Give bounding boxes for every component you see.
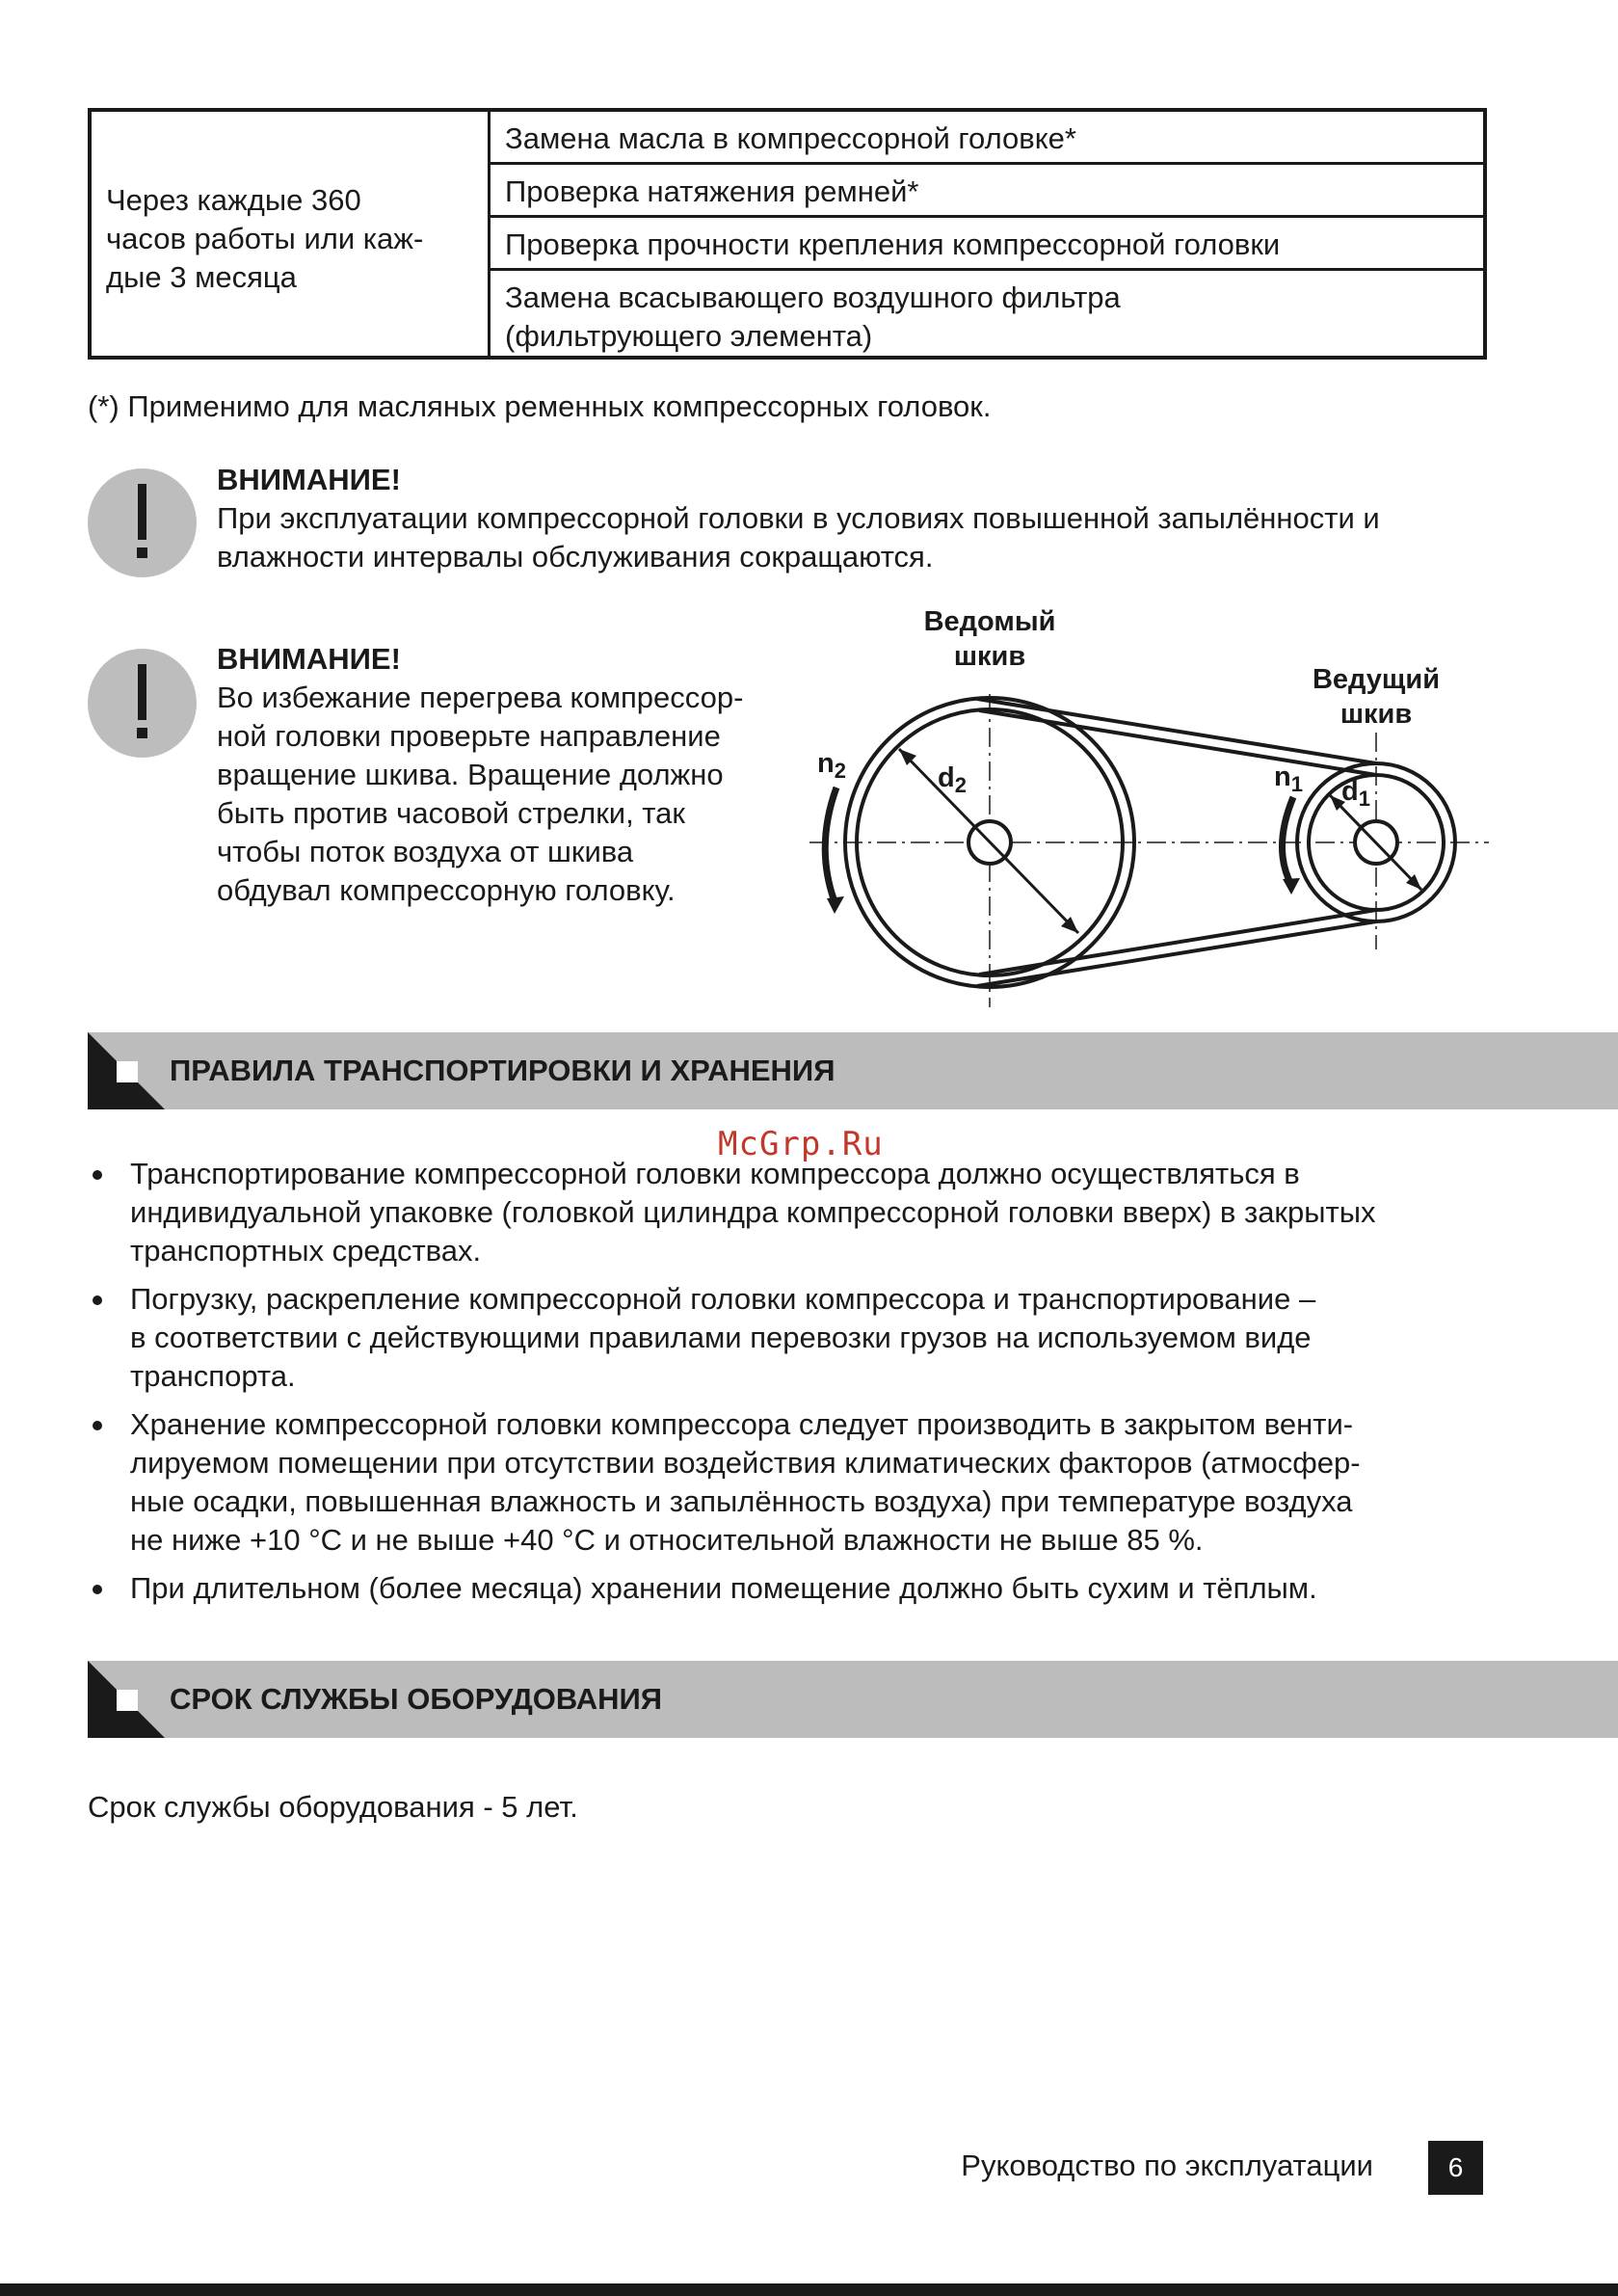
list-item-line: транспортных средствах.: [130, 1234, 482, 1268]
warning-block: [217, 640, 795, 910]
section-title: СРОК СЛУЖБЫ ОБОРУДОВАНИЯ: [170, 1682, 663, 1716]
interval-line: дые 3 месяца: [106, 260, 297, 294]
list-item: [88, 1405, 1504, 1560]
arrowhead: [827, 896, 844, 914]
maintenance-table: [88, 108, 1487, 360]
n1-label: $n_1$: [1274, 761, 1303, 796]
list-item-line: не ниже +10 °С и не выше +40 °С и относительной влажности не выше 85 %.: [130, 1523, 1204, 1557]
warning-title: ВНИМАНИЕ!: [217, 642, 401, 676]
list-item-line: ные осадки, повышенная влажность и запылённость воздуха) при температуре воздуха: [130, 1484, 1353, 1518]
warning-line: При эксплуатации компрессорной головки в условиях повышенной запылённости и: [217, 501, 1380, 535]
interval-line: Через каждые 360: [106, 183, 361, 217]
interval-cell: [92, 112, 491, 356]
exclamation-icon: [88, 649, 197, 758]
page-number: 6: [1428, 2141, 1483, 2195]
list-item-line: Хранение компрессорной головки компрессора следует производить в закрытом венти-: [130, 1407, 1354, 1441]
task-text: Проверка натяжения ремней*: [505, 174, 919, 208]
list-item-line: в соответствии с действующими правилами перевозки грузов на используемом виде: [130, 1321, 1312, 1354]
list-item-line: индивидуальной упаковке (головкой цилиндра компрессорной головки вверх) в закрытых: [130, 1195, 1376, 1229]
belt-drive-diagram: [790, 588, 1523, 1012]
exclamation-icon: [88, 468, 197, 577]
task-row: [491, 112, 1483, 165]
driven-pulley-label: шкив: [953, 641, 1026, 672]
list-item-line: Транспортирование компрессорной головки компрессора должно осуществляться в: [130, 1157, 1300, 1190]
service-life-text: Срок службы оборудования - 5 лет.: [88, 1790, 578, 1824]
arrowhead: [1283, 878, 1300, 894]
list-item: [88, 1155, 1504, 1270]
rotation-arrow-n1: [1282, 797, 1293, 885]
page-bottom-rule: [0, 2283, 1618, 2296]
section-header-service-life: [88, 1661, 1618, 1738]
list-item-line: транспорта.: [130, 1359, 296, 1393]
rotation-arrow-n2: [825, 788, 836, 904]
list-item-line: При длительном (более месяца) хранении помещение должно быть сухим и тёплым.: [130, 1571, 1317, 1605]
warning-line: влажности интервалы обслуживания сокращаются.: [217, 540, 934, 574]
section-title: ПРАВИЛА ТРАНСПОРТИРОВКИ И ХРАНЕНИЯ: [170, 1054, 836, 1087]
footer-manual-title: Руководство по эксплуатации: [961, 2149, 1373, 2182]
warning-line: обдувал компрессорную головку.: [217, 873, 676, 907]
drive-pulley-label: шкив: [1339, 699, 1413, 730]
drive-pulley-label: Ведущий: [1312, 664, 1441, 695]
list-item-line: Погрузку, раскрепление компрессорной головки компрессора и транспортирование –: [130, 1282, 1316, 1316]
section-corner-icon: [88, 1032, 165, 1109]
warning-line: ной головки проверьте направление: [217, 719, 721, 753]
d1-label: $d_1$: [1341, 776, 1370, 811]
transport-bullet-list: [88, 1155, 1504, 1617]
task-text: Замена всасывающего воздушного фильтра: [505, 280, 1121, 314]
n2-label: $n_2$: [817, 748, 846, 783]
d2-label: $d_2$: [938, 762, 967, 797]
watermark: McGrp.Ru: [718, 1125, 884, 1163]
driven-pulley-label: Ведомый: [923, 606, 1056, 637]
tasks-column: [491, 112, 1483, 356]
warning-line: чтобы поток воздуха от шкива: [217, 835, 634, 868]
task-text: Замена масла в компрессорной головке*: [505, 121, 1076, 155]
task-row: [491, 218, 1483, 271]
warning-line: быть против часовой стрелки, так: [217, 796, 685, 830]
list-item: [88, 1280, 1504, 1396]
interval-line: часов работы или каж-: [106, 222, 424, 255]
list-item-line: лируемом помещении при отсутствии воздействия климатических факторов (атмосфер-: [130, 1446, 1361, 1480]
task-row: [491, 271, 1483, 356]
warning-block: [217, 461, 1499, 576]
task-text: Проверка прочности крепления компрессорной головки: [505, 227, 1281, 261]
section-corner-icon: [88, 1661, 165, 1738]
task-row: [491, 165, 1483, 218]
section-header-transport: [88, 1032, 1618, 1109]
task-text: (фильтрующего элемента): [505, 319, 873, 353]
warning-line: Во избежание перегрева компрессор-: [217, 681, 744, 714]
warning-title: ВНИМАНИЕ!: [217, 463, 401, 496]
warning-line: вращение шкива. Вращение должно: [217, 758, 724, 791]
list-item: [88, 1569, 1504, 1608]
footnote: (*) Применимо для масляных ременных компрессорных головок.: [88, 389, 992, 423]
